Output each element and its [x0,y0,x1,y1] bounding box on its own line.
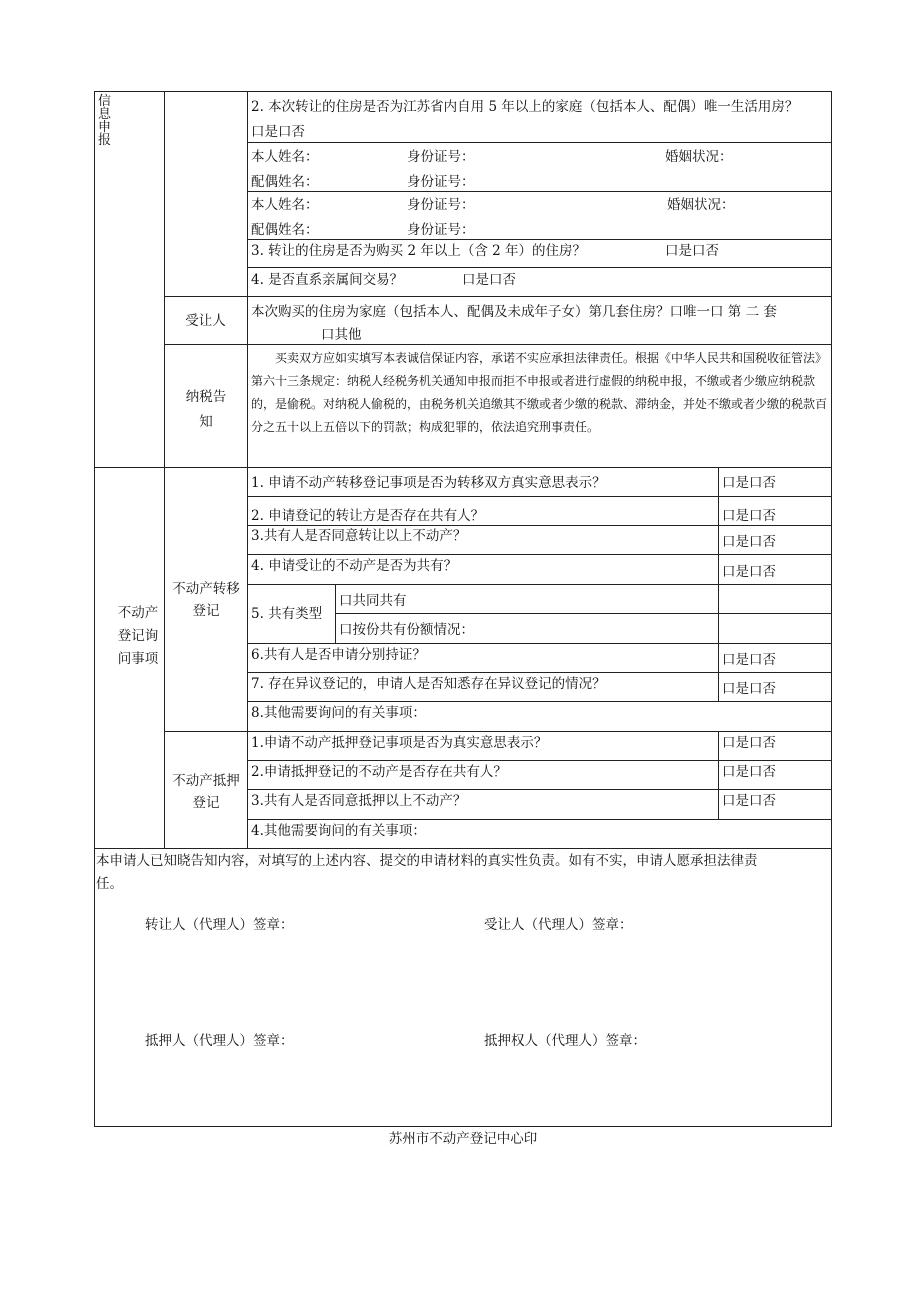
row-line [247,239,832,240]
footer-seal-text: 苏州市不动产登记中心印 [388,1131,538,1147]
q3-text: 3. 转让的住房是否为购买 2 年以上（含 2 年）的住房？ [251,243,587,259]
row-line [247,819,832,820]
row-line [164,344,832,345]
row-line [247,142,832,143]
row-line [247,191,832,192]
q4-text: 4. 是否直系亲属间交易？ [251,272,404,288]
transfer-item-text: 4. 申请受让的不动产是否为共有？ [251,558,458,574]
name-label: 本人姓名： [251,197,319,213]
row-line [247,267,832,268]
spouse-id-label: 身份证号： [407,174,475,190]
spouse-id-label: 身份证号： [407,222,475,238]
mortgage-item-text: 2.申请抵押登记的不动产是否存在共有人？ [251,764,507,780]
inquiry-section-label: 不动产登记询问事项 [117,605,159,667]
mortgagor-signature[interactable]: 抵押人（代理人）签章： [145,1033,294,1049]
row-line [164,731,832,732]
id-label: 身份证号： [407,197,475,213]
tax-notice-label: 纳税告知 [185,389,227,430]
marriage-label: 婚姻状况： [665,149,733,165]
table-right-border [831,91,832,1127]
transfer-item-text: 6.共有人是否申请分别持证？ [251,647,426,663]
mortgage-q4: 4.其他需要询问的有关事项： [251,823,426,839]
col-divider-2 [247,91,248,848]
spouse-name-label: 配偶姓名： [251,222,319,238]
transfer-item-text: 1. 申请不动产转移登记事项是否为转移双方真实意思表示？ [251,475,606,491]
row-line [247,760,832,761]
section-divider [94,848,832,849]
transferee-question-cont[interactable]: 口其他 [321,327,362,343]
table-bottom-border [94,1126,832,1127]
name-label: 本人姓名： [251,149,319,165]
transfer-item-options[interactable]: 口是口否 [722,475,776,491]
tax-notice-text: 买卖双方应如实填写本表诚信保证内容，承诺不实应承担法律责任。根据《中华人民共和国税收征管法》第六十三条规定：纳税人经税务机关通知申报而拒不申报或者进行虚假的纳税申报，不缴或者少缴应纳税款的，是偷税。对纳税人偷税的，由税务机关追缴其不缴或者少缴的税款、滞纳金，并处不缴或者少缴的税款百分之五十以上五倍以下的罚款；构成犯罪的，依法追究刑事责任。 [251,351,828,434]
mortgage-item-text: 3.共有人是否同意抵押以上不动产？ [251,793,467,809]
mortgage-item-text: 1.申请不动产抵押登记事项是否为真实意思表示？ [251,735,548,751]
transfer-q8: 8.其他需要询问的有关事项： [251,705,426,721]
transferee-signature[interactable]: 受让人（代理人）签章： [484,917,633,933]
share-type-label: 5. 共有类型 [251,606,323,622]
declaration-text-line1: 本申请人已知晓告知内容，对填写的上述内容、提交的申请材料的真实性负责。如有不实，申请人愿承担法律责 [96,853,758,869]
col-divider-1 [164,91,165,848]
row-line [247,672,832,673]
declaration-text-line2: 任。 [96,876,123,892]
table-left-border [94,91,95,1127]
row-line [247,789,832,790]
row-line [247,584,832,585]
mortgage-item-options[interactable]: 口是口否 [722,735,776,751]
transferee-question: 本次购买的住房为家庭（包括本人、配偶及未成年子女）第几套住房？口唯一口 第 二 套 [251,304,777,320]
row-line [247,554,832,555]
mortgage-item-options[interactable]: 口是口否 [722,764,776,780]
transfer-item-text: 7. 存在异议登记的，申请人是否知悉存在异议登记的情况？ [251,676,606,692]
transferee-label: 受让人 [185,313,226,329]
share-type-joint[interactable]: 口共同共有 [339,593,407,609]
transfer-item-text: 2. 申请登记的转让方是否存在共有人？ [251,508,485,524]
mortgagee-signature[interactable]: 抵押权人（代理人）签章： [484,1033,646,1049]
q4-options[interactable]: 口是口否 [462,272,516,288]
q2-text: 2. 本次转让的住房是否为江苏省内自用 5 年以上的家庭（包括本人、配偶）唯一生活用房？ [251,99,799,115]
section-divider [94,467,832,468]
transfer-item-options[interactable]: 口是口否 [722,534,776,550]
table-top-border [94,91,832,92]
row-line [164,296,832,297]
row-line [247,643,832,644]
transfer-item-options[interactable]: 口是口否 [722,652,776,668]
row-line [247,701,832,702]
q3-options[interactable]: 口是口否 [665,243,719,259]
transfer-item-options[interactable]: 口是口否 [722,564,776,580]
transfer-item-text: 3.共有人是否同意转让以上不动产？ [251,528,467,544]
transfer-item-options[interactable]: 口是口否 [722,681,776,697]
marriage-label: 婚姻状况： [667,197,735,213]
spouse-name-label: 配偶姓名： [251,174,319,190]
row-line [335,613,832,614]
row-line [247,496,832,497]
col-divider-options-2 [718,731,719,819]
q2-options[interactable]: 口是口否 [251,124,305,140]
transfer-item-options[interactable]: 口是口否 [722,508,776,524]
transferor-signature[interactable]: 转让人（代理人）签章： [145,917,294,933]
mortgage-item-options[interactable]: 口是口否 [722,793,776,809]
row-line [247,525,832,526]
share-type-portion[interactable]: 口按份共有份额情况： [339,622,474,638]
info-section-label: 信息申报 [98,94,112,148]
transfer-registration-label: 不动产转移登记 [172,581,240,619]
id-label: 身份证号： [407,149,475,165]
mortgage-registration-label: 不动产抵押登记 [172,773,240,811]
